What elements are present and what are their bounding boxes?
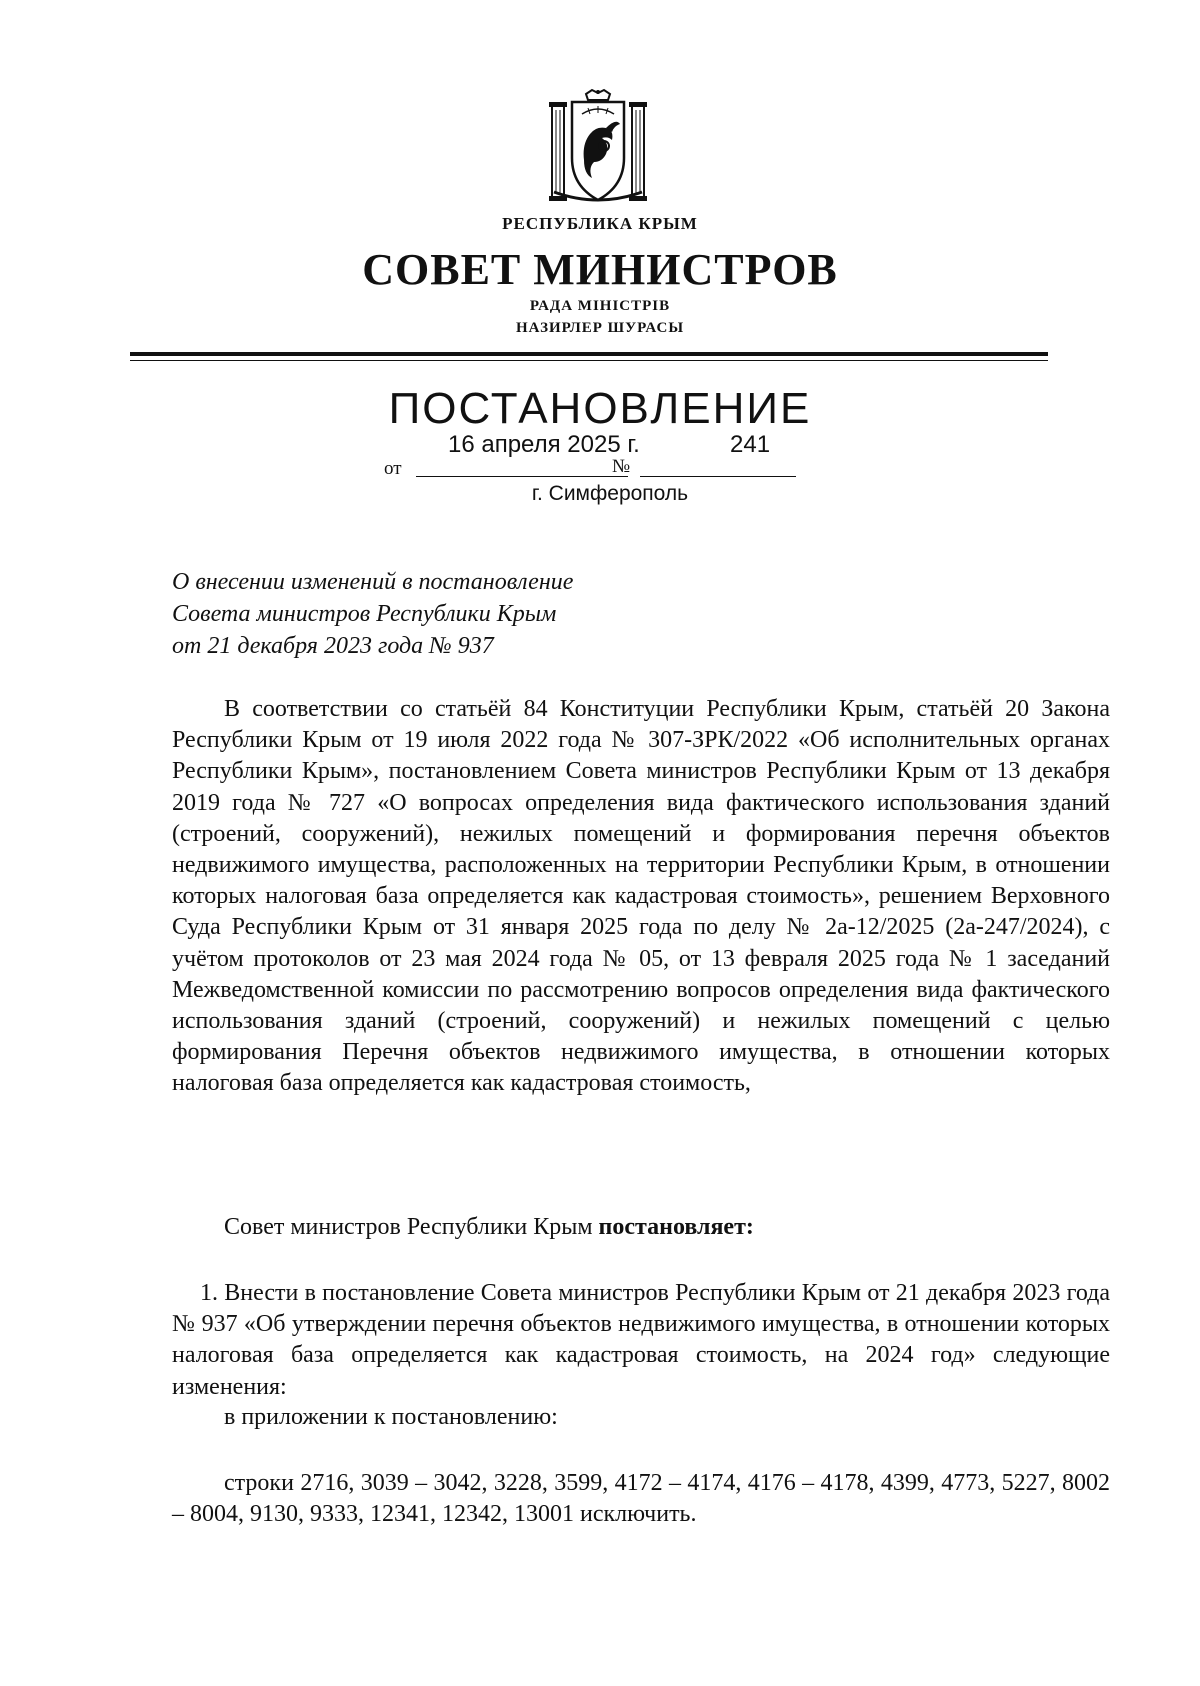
council-name-crh: НАЗИРЛЕР ШУРАСЫ <box>515 320 685 336</box>
header-divider-thin <box>130 360 1048 361</box>
header-divider-thick <box>130 352 1048 356</box>
subject-line: Совета министров Республики Крым <box>172 601 557 627</box>
preamble-text: В соответствии со статьёй 84 Конституции Республики Крым, статьёй 20 Закона Республики Крым от 19 июля 2022 года № 307-ЗРК/2022 «Об исполнительных органах Республики Крым», постановлением Совета министров Республики Крым от 13 декабря 2019 года № 727 «О вопросах определения вида фактического использования зданий (строений, сооружений), нежилых помещений и формирования перечня объектов недвижимого имущества, расположенных на территории Республики Крым, в отношении которых налоговая база определяется как кадастровая стоимость», решением Верховного Суда Республики Крым от 31 января 2025 года по делу № 2а-12/2025 (2а-247/2024), с учётом протоколов от 23 мая 2024 года № 05, от 13 февраля 2025 года № 1 заседаний Межведомственной комиссии по рассмотрению вопросов определения вида фактического использования зданий (строений, сооружений) и нежилых помещений с целью формирования Перечня объектов недвижимого имущества, в отношении которых налоговая база определяется как кадастровая стоимость, <box>172 696 1110 1097</box>
appendix-paragraph <box>172 1402 1110 1433</box>
decree-date: 16 апреля 2025 г. <box>448 431 640 458</box>
subject-line: от 21 декабря 2023 года № 937 <box>172 633 494 659</box>
decree-title: ПОСТАНОВЛЕНИЕ <box>388 384 812 433</box>
number-label: № <box>612 456 631 477</box>
council-name-ru: СОВЕТ МИНИСТРОВ <box>362 245 838 294</box>
resolution-prefix: Совет министров Республики Крым <box>224 1214 599 1240</box>
republic-name: РЕСПУБЛИКА КРЫМ <box>502 214 698 233</box>
item-1-paragraph <box>172 1278 1110 1403</box>
date-underline <box>416 476 628 477</box>
lines-excluded-paragraph <box>172 1468 1110 1530</box>
number-underline <box>640 476 796 477</box>
lines-excluded-text: строки 2716, 3039 – 3042, 3228, 3599, 4172 – 4174, 4176 – 4178, 4399, 4773, 5227, 8002 – 8004, 9130, 9333, 12341, 12342, 13001 исключить. <box>172 1470 1110 1528</box>
crimea-coat-of-arms-icon <box>548 88 648 206</box>
resolution-text <box>172 1212 1110 1243</box>
decree-subject <box>172 566 573 662</box>
item-1-text: 1. Внести в постановление Совета министров Республики Крым от 21 декабря 2023 года № 937 «Об утверждении перечня объектов недвижимого имущества, в отношении которых налоговая база определяется как кадастровая стоимость, на 2024 год» следующие изменения: <box>172 1280 1110 1400</box>
decree-number: 241 <box>730 431 771 458</box>
date-label: от <box>384 458 402 479</box>
decree-city: г. Симферополь <box>531 482 689 505</box>
resolution-verb: постановляет: <box>598 1214 754 1240</box>
appendix-text: в приложении к постановлению: <box>224 1404 558 1430</box>
council-name-ua: РАДА МІНІСТРІВ <box>529 298 671 314</box>
subject-line: О внесении изменений в постановление <box>172 569 574 595</box>
resolution-paragraph <box>172 1212 1110 1243</box>
preamble-paragraph <box>172 694 1110 1100</box>
